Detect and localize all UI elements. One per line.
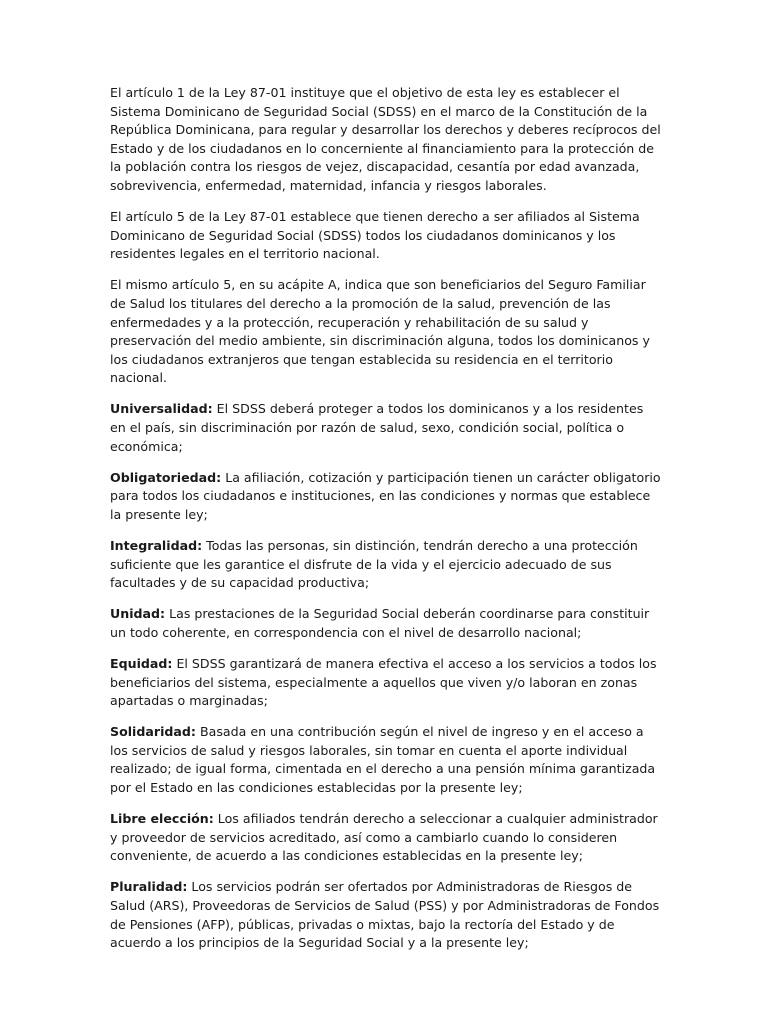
principle-term: Integralidad: [110,537,203,553]
paragraph-article-5: El artículo 5 de la Ley 87-01 establece que tienen derecho a ser afiliados al Sistema Dominicano de Seguridad Social (SDSS) todos los ciudadanos dominicanos y los residentes legales en el territorio nacional. [110,209,640,262]
principle-universalidad [110,400,662,456]
principle-pluralidad [110,878,662,952]
principle-text: La afiliación, cotización y participación tienen un carácter obligatorio para todos los ciudadanos e instituciones, en las condiciones y normas que establece la presente ley; [110,469,661,522]
paragraph-article-5-a: El mismo artículo 5, en su acápite A, indica que son beneficiarios del Seguro Familiar de Salud los titulares del derecho a la promoción de la salud, prevención de las enfermedades y a la protección, recuperación y rehabilitación de su salud y preservación del medio ambiente, sin discriminación alguna, todos los dominicanos y los ciudadanos extranjeros que tengan establecida su residencia en el territorio nacional. [110,277,650,386]
principle-integralidad [110,537,662,593]
principle-text: Los servicios podrán ser ofertados por Administradoras de Riesgos de Salud (ARS), Proveedoras de Servicios de Salud (PSS) y por Administradoras de Fondos de Pensiones (AFP), públicas, privadas o mixtas, bajo la rectoría del Estado y de acuerdo a los principios de la Seguridad Social y a la presente ley; [110,879,660,951]
principle-text: Las prestaciones de la Seguridad Social deberán coordinarse para constituir un todo coherente, en correspondencia con el nivel de desarrollo nacional; [110,606,650,640]
principle-libre-eleccion [110,810,662,866]
principle-text: Los afiliados tendrán derecho a seleccionar a cualquier administrador y proveedor de servicios acreditado, así como a cambiarlo cuando lo consideren conveniente, de acuerdo a las condiciones establecidas en la presente ley; [110,811,658,864]
principle-term: Unidad: [110,606,166,622]
principle-obligatoriedad [110,469,662,525]
principle-term: Libre elección: [110,811,214,827]
principle-text: Basada en una contribución según el nivel de ingreso y en el acceso a los servicios de salud y riesgos laborales, sin tomar en cuenta el aporte individual realizado; de igual forma, cimentada en el derecho a una pensión mínima garantizada por el Estado en las condiciones establecidas por la presente ley; [110,724,656,795]
principle-term: Equidad: [110,655,173,671]
principle-term: Pluralidad: [110,879,188,895]
principle-solidaridad [110,723,662,797]
principle-term: Solidaridad: [110,724,196,740]
document-page [110,84,662,965]
principle-term: Universalidad: [110,401,213,417]
paragraph-article-1: El artículo 1 de la Ley 87-01 instituye que el objetivo de esta ley es establecer el Sistema Dominicano de Seguridad Social (SDSS) en el marco de la Constitución de la República Dominicana, para regular y desarrollar los derechos y deberes recíprocos del Estado y de los ciudadanos en lo concerniente al financiamiento para la protección de la población contra los riesgos de vejez, discapacidad, cesantía por edad avanzada, sobrevivencia, enfermedad, maternidad, infancia y riesgos laborales. [110,85,661,193]
principle-equidad [110,655,662,711]
principle-term: Obligatoriedad: [110,469,222,485]
principle-text: El SDSS deberá proteger a todos los dominicanos y a los residentes en el país, sin discriminación por razón de salud, sexo, condición social, política o económica; [110,401,644,454]
principle-text: El SDSS garantizará de manera efectiva el acceso a los servicios a todos los beneficiarios del sistema, especialmente a aquellos que viven y/o laboran en zonas apartadas o marginadas; [110,655,657,709]
principle-text: Todas las personas, sin distinción, tendrán derecho a una protección suficiente que les garantice el disfrute de la vida y el ejercicio adecuado de sus facultades y de su capacidad productiva; [110,537,638,591]
principle-unidad [110,605,662,642]
